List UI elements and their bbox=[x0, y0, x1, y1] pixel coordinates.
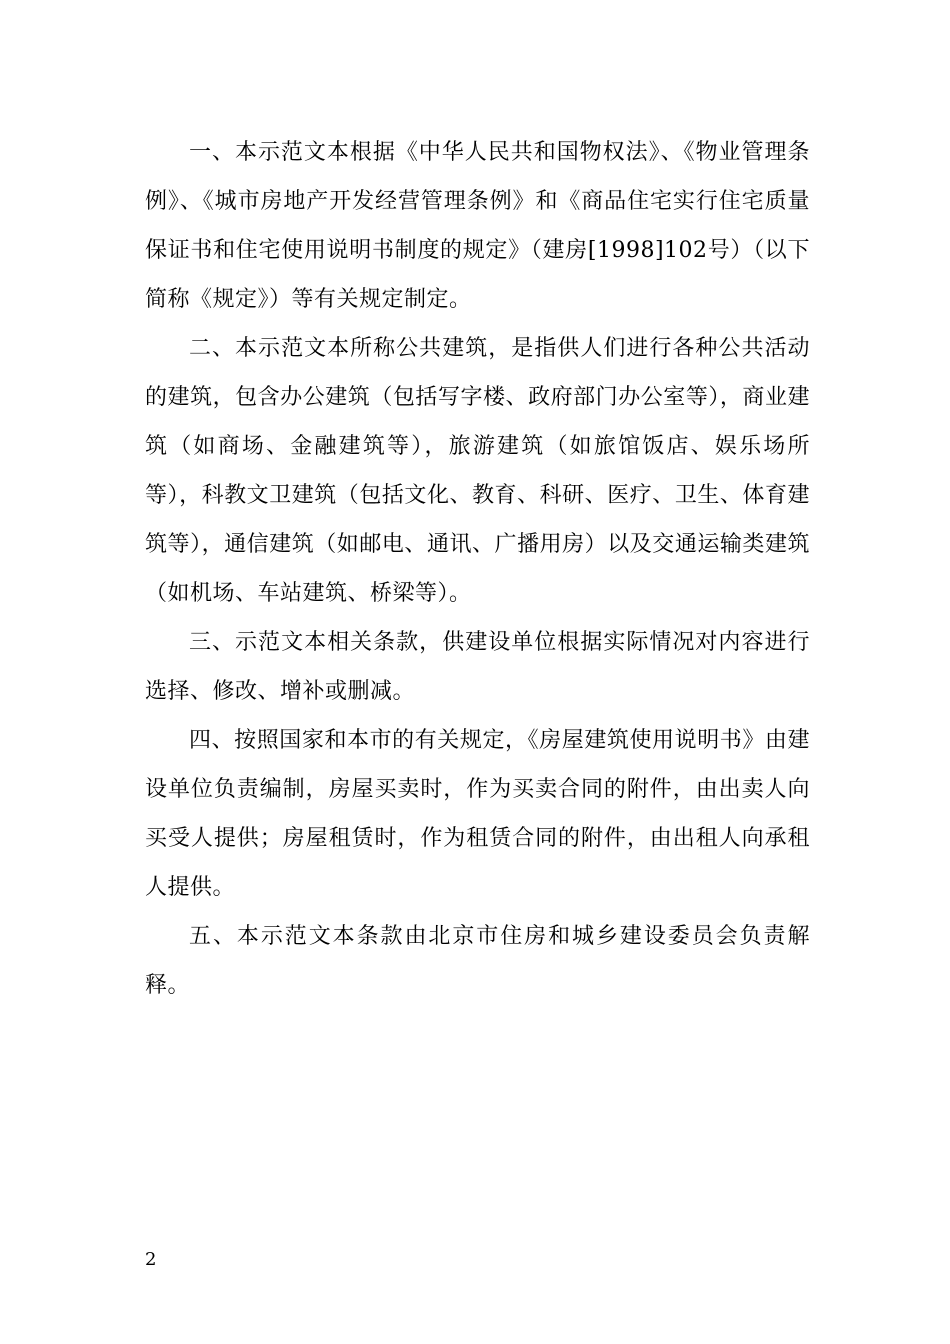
paragraph-4: 四、按照国家和本市的有关规定，《房屋建筑使用说明书》由建设单位负责编制，房屋买卖时，作为买卖合同的附件，由出卖人向买受人提供；房屋租赁时，作为租赁合同的附件，由出租人向承租人提供。 bbox=[145, 728, 810, 900]
paragraph-5: 五、本示范文本条款由北京市住房和城乡建设委员会负责解释。 bbox=[145, 924, 810, 998]
document-body bbox=[145, 128, 810, 1010]
paragraph-1: 一、本示范文本根据《中华人民共和国物权法》、《物业管理条例》、《城市房地产开发经营管理条例》和《商品住宅实行住宅质量保证书和住宅使用说明书制度的规定》（建房[1998]102号）（以下简称《规定》）等有关规定制定。 bbox=[145, 140, 810, 312]
paragraph-2: 二、本示范文本所称公共建筑，是指供人们进行各种公共活动的建筑，包含办公建筑（包括写字楼、政府部门办公室等），商业建筑（如商场、金融建筑等），旅游建筑（如旅馆饭店、娱乐场所等），科教文卫建筑（包括文化、教育、科研、医疗、卫生、体育建筑等），通信建筑（如邮电、通讯、广播用房）以及交通运输类建筑（如机场、车站建筑、桥梁等）。 bbox=[145, 336, 810, 606]
page-number: 2 bbox=[145, 1249, 157, 1270]
paragraph-3: 三、示范文本相关条款，供建设单位根据实际情况对内容进行选择、修改、增补或删减。 bbox=[145, 630, 810, 704]
